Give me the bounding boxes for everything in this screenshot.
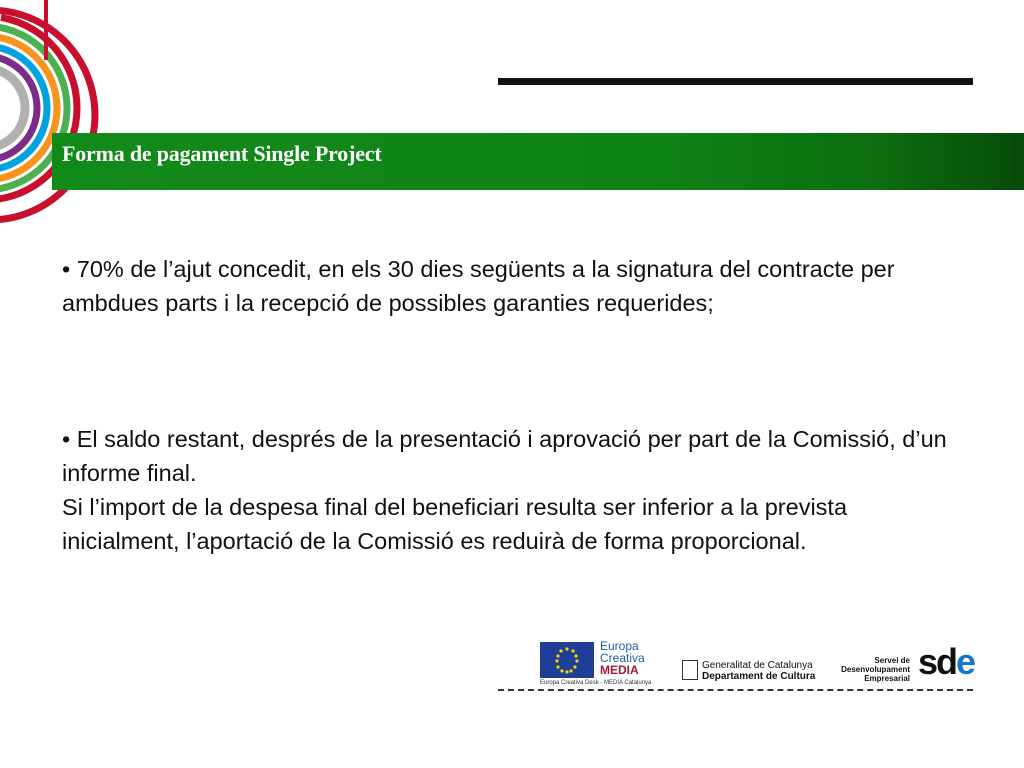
gen-line-2: Departament de Cultura bbox=[702, 671, 816, 682]
europa-creativa-logo bbox=[600, 640, 645, 676]
bullet-2 bbox=[62, 422, 962, 558]
gen-line-1: Generalitat de Catalunya bbox=[702, 660, 813, 671]
sde-line-2: Desenvolupament bbox=[841, 665, 910, 674]
footer-logos bbox=[498, 630, 973, 700]
sde-logo-sd: sd bbox=[918, 641, 957, 682]
sde-logo-e: e bbox=[956, 641, 975, 682]
sde-line-3: Empresarial bbox=[864, 674, 910, 683]
eu-line-3: MEDIA bbox=[600, 663, 639, 677]
sde-caption bbox=[838, 656, 910, 683]
sde-line-1: Servei de bbox=[874, 656, 910, 665]
eu-flag-icon bbox=[540, 642, 594, 678]
bullet-2-text: • El saldo restant, després de la presentació i aprovació per part de la Comissió, d’un informe final. bbox=[62, 426, 947, 486]
eu-line-1: Europa bbox=[600, 639, 639, 653]
generalitat-logo bbox=[702, 660, 815, 682]
paragraph-2-text: Si l’import de la despesa final del beneficiari resulta ser inferior a la prevista inicialment, l’aportació de la Comissió es reduirà de forma proporcional. bbox=[62, 494, 848, 554]
eu-small-text: Europa Creativa Desk - MEDIA Catalunya bbox=[540, 680, 652, 686]
decorative-arcs-logo bbox=[0, 0, 100, 230]
generalitat-emblem-icon bbox=[682, 660, 698, 680]
bullet-1-text: • 70% de l’ajut concedit, en els 30 dies següents a la signatura del contracte per ambdues parts i la recepció de possibles garanties requerides; bbox=[62, 256, 895, 316]
top-rule bbox=[498, 78, 973, 85]
eu-line-2: Creativa bbox=[600, 651, 645, 665]
sde-logo bbox=[918, 641, 975, 682]
page-title: Forma de pagament Single Project bbox=[62, 141, 382, 166]
footer-dashed-divider bbox=[498, 689, 973, 691]
bullet-1 bbox=[62, 252, 962, 320]
